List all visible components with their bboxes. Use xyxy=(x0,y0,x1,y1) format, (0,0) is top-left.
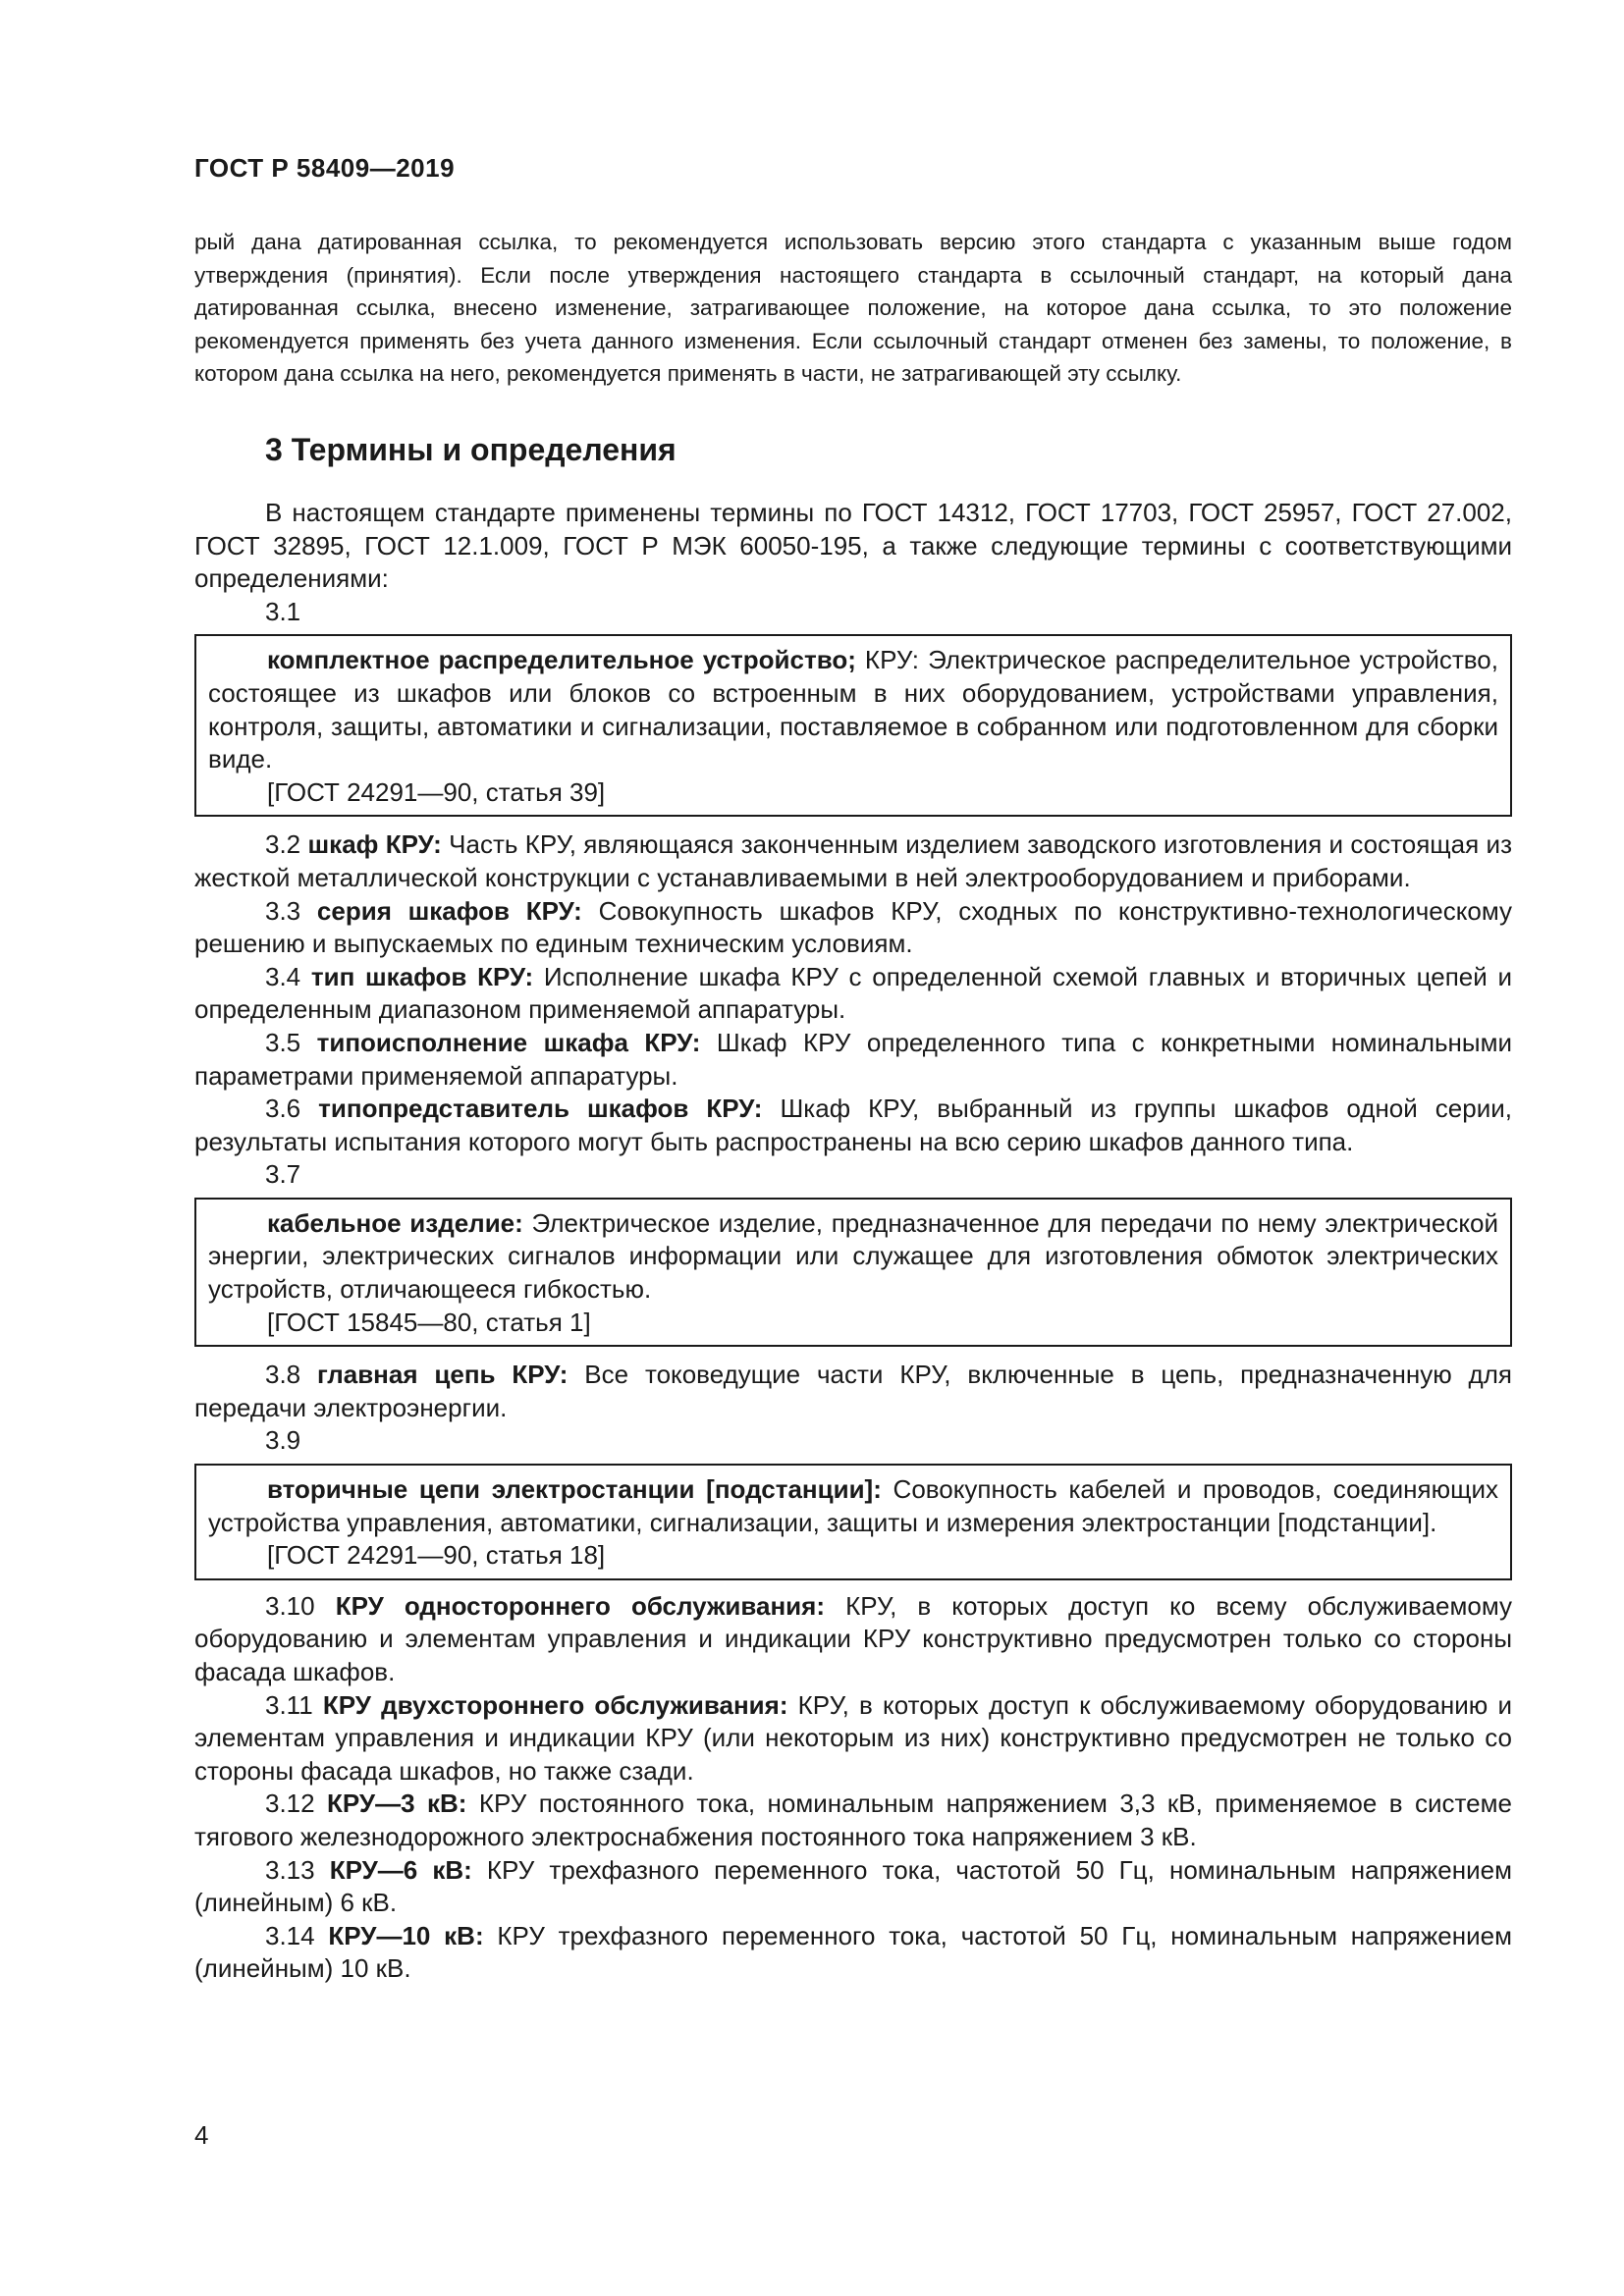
term-name: КРУ—3 кВ: xyxy=(327,1789,467,1819)
term-name: типопредставитель шкафов КРУ: xyxy=(318,1094,763,1124)
term-source: [ГОСТ 15845—80, статья 1] xyxy=(267,1307,591,1337)
term-box-3-7 xyxy=(194,1198,1512,1347)
term-number: 3.1 xyxy=(265,596,301,626)
term-text: КРУ, в которых доступ к обслуживаемому оборудованию и элементам управления и индикации КРУ (или некоторым из них) конструктивно предусмотрен не только со стороны фасада шкафов, но также сзади. xyxy=(194,1689,1512,1786)
term-item-3-10 xyxy=(194,1590,1512,1689)
term-number: 3.5 xyxy=(265,1027,301,1057)
document-header: ГОСТ Р 58409—2019 xyxy=(194,153,456,183)
term-text: Часть КРУ, являющаяся законченным изделием заводского изготовления и состоящая из жесткой металлической конструкции с устанавливаемыми в ней электрооборудованием и приборами. xyxy=(194,829,1513,892)
term-name: шкаф КРУ: xyxy=(307,829,442,860)
term-number: 3.3 xyxy=(265,895,301,926)
term-number: 3.7 xyxy=(265,1159,301,1190)
term-text: КРУ трехфазного переменного тока, частотой 50 Гц, номинальным напряжением (линейным) 6 кВ. xyxy=(194,1854,1512,1918)
term-text: Шкаф КРУ, выбранный из группы шкафов одной серии, результаты испытания которого могут быть распространены на всю серию шкафов данного типа. xyxy=(194,1094,1512,1156)
term-text: Электрическое изделие, предназначенное для передачи по нему электрической энергии, электрических сигналов информации или служащее для изготовления обмоток электрических устройств, отличающееся гибкостью. xyxy=(208,1207,1498,1305)
term-number: 3.14 xyxy=(265,1920,315,1950)
term-name: КРУ—6 кВ: xyxy=(329,1854,472,1885)
term-name: комплектное распределительное устройство; xyxy=(267,645,856,675)
terms-content xyxy=(194,497,1512,1986)
term-text: Все токоведущие части КРУ, включенные в цепь, предназначенную для передачи электроэнергии. xyxy=(194,1360,1512,1422)
term-item-3-4 xyxy=(194,961,1512,1027)
term-text: КРУ постоянного тока, номинальным напряжением 3,3 кВ, применяемое в системе тягового железнодорожного электроснабжения постоянного тока напряжением 3 кВ. xyxy=(194,1789,1512,1851)
page-number: 4 xyxy=(194,2120,209,2150)
term-definition xyxy=(208,644,1498,775)
term-text: Совокупность кабелей и проводов, соединяющих устройства управления, автоматики, сигнализации, защиты и измерения электростанции [подстанции]. xyxy=(208,1474,1498,1537)
term-text: Совокупность шкафов КРУ, сходных по конструктивно-технологическому решению и выпускаемых по единым техническим условиям. xyxy=(194,895,1512,959)
term-number: 3.6 xyxy=(265,1094,301,1124)
term-text: КРУ, в которых доступ ко всему обслуживаемому оборудованию и элементам управления и индикации КРУ конструктивно предусмотрен только со стороны фасада шкафов. xyxy=(194,1590,1512,1686)
term-number: 3.4 xyxy=(265,961,301,991)
term-name: кабельное изделие: xyxy=(267,1207,523,1238)
term-item-3-6 xyxy=(194,1093,1512,1158)
term-item-3-5 xyxy=(194,1027,1512,1093)
intro-paragraph: рый дана датированная ссылка, то рекомендуется использовать версию этого стандарта с указанным выше годом утверждения (принятия). Если после утверждения настоящего стандарта в ссылочный стандарт, на который дана датированная ссылка, внесено изменение, затрагивающее положение, на которое дана ссылка, то это положение рекомендуется применять без учета данного изменения. Если ссылочный стандарт отменен без замены, то положение, в котором дана ссылка на него, рекомендуется применять в части, не затрагивающей эту ссылку. xyxy=(194,230,1512,386)
term-number: 3.11 xyxy=(265,1689,313,1720)
term-box-3-9 xyxy=(194,1464,1512,1580)
term-item-3-8 xyxy=(194,1359,1512,1424)
term-name: вторичные цепи электростанции [подстанции]: xyxy=(267,1474,882,1505)
term-item-3-3 xyxy=(194,895,1512,961)
section-lead: В настоящем стандарте применены термины по ГОСТ 14312, ГОСТ 17703, ГОСТ 25957, ГОСТ 27.002, ГОСТ 32895, ГОСТ 12.1.009, ГОСТ Р МЭК 60050-195, а также следующие термины с соответствующими определениями: xyxy=(194,498,1512,594)
term-text: Исполнение шкафа КРУ с определенной схемой главных и вторичных цепей и определенным диапазоном применяемой аппаратуры. xyxy=(194,961,1512,1025)
term-name: главная цепь КРУ: xyxy=(317,1360,568,1390)
term-text: Шкаф КРУ определенного типа с конкретными номинальными параметрами применяемой аппаратуры. xyxy=(194,1027,1512,1091)
term-name: КРУ—10 кВ: xyxy=(328,1920,484,1950)
term-item-3-13 xyxy=(194,1854,1512,1920)
term-number: 3.10 xyxy=(265,1590,315,1621)
term-name: типоисполнение шкафа КРУ: xyxy=(316,1027,701,1057)
term-item-3-11 xyxy=(194,1689,1512,1789)
term-number: 3.13 xyxy=(265,1854,315,1885)
term-source: [ГОСТ 24291—90, статья 18] xyxy=(267,1540,606,1571)
term-name: КРУ двухстороннего обслуживания: xyxy=(322,1689,788,1720)
term-name: КРУ одностороннего обслуживания: xyxy=(335,1590,825,1621)
term-text: КРУ трехфазного переменного тока, частотой 50 Гц, номинальным напряжением (линейным) 10 кВ. xyxy=(194,1920,1512,1984)
term-item-3-12 xyxy=(194,1788,1512,1853)
term-item-3-14 xyxy=(194,1920,1512,1986)
term-number: 3.9 xyxy=(265,1425,301,1456)
term-definition xyxy=(208,1207,1498,1307)
term-source: [ГОСТ 24291—90, статья 39] xyxy=(267,776,606,807)
term-name: тип шкафов КРУ: xyxy=(310,961,534,991)
term-name: серия шкафов КРУ: xyxy=(316,895,582,926)
term-number: 3.8 xyxy=(265,1360,301,1390)
term-box-3-1 xyxy=(194,634,1512,817)
term-definition xyxy=(208,1473,1498,1539)
term-text: КРУ: Электрическое распределительное устройство, состоящее из шкафов или блоков со встроенным в них оборудованием, устройствами управления, контроля, защиты, автоматики и сигнализации, поставляемое в собранном или подготовленном для сборки виде. xyxy=(208,645,1498,774)
term-item-3-2 xyxy=(194,828,1512,894)
term-number: 3.2 xyxy=(265,829,301,860)
section-title: 3 Термины и определения xyxy=(265,432,677,467)
term-number: 3.12 xyxy=(265,1789,315,1819)
